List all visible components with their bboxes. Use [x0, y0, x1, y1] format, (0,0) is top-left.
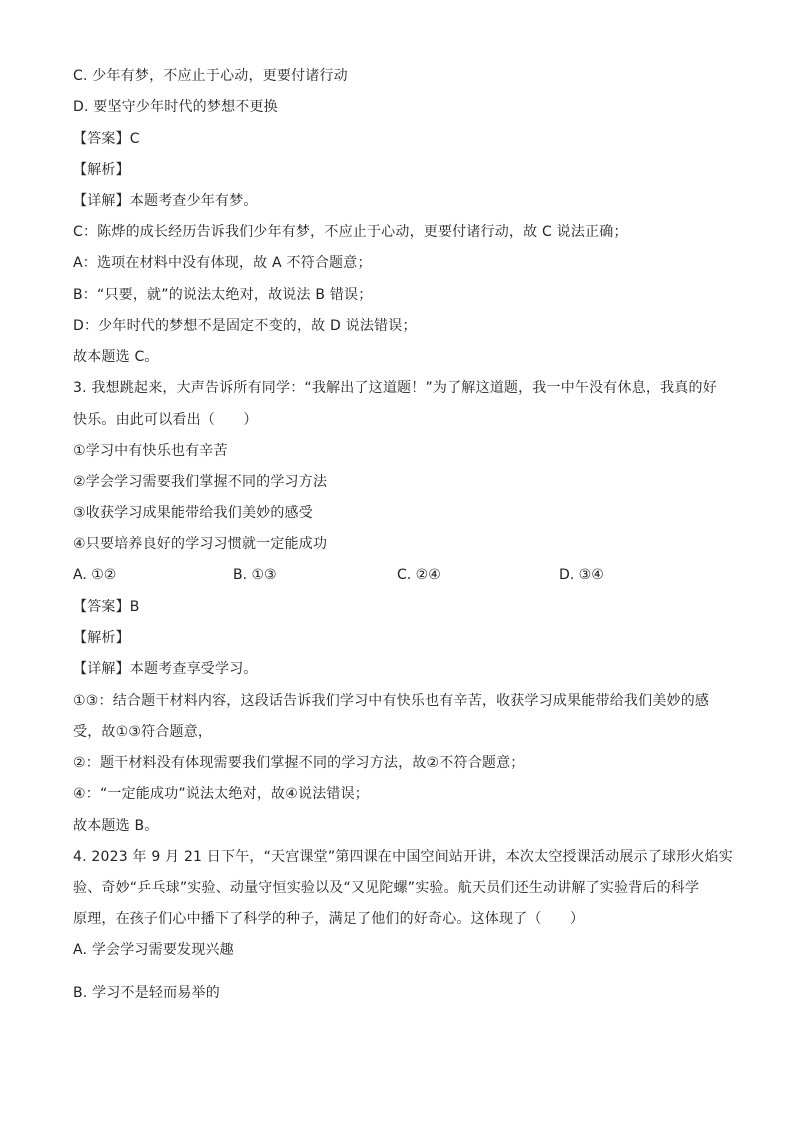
statement-item: ③收获学习成果能带给我们美妙的感受 [73, 505, 313, 521]
question-3-options [73, 565, 733, 585]
explanation-line: ②：题干材料没有体现需要我们掌握不同的学习方法，故②不符合题意； [73, 755, 525, 771]
option-b: B. ①③ [233, 567, 277, 583]
explanation-line: 【详解】本题考查少年有梦。 [73, 193, 258, 209]
analysis-heading: 【解析】 [73, 630, 130, 646]
question-3-stem: 快乐。由此可以看出（ ） [73, 412, 258, 428]
question-4-stem: 验、奇妙“乒乓球”实验、动量守恒实验以及“又见陀螺”实验。航天员们还生动讲解了实验背后的科学 [73, 880, 700, 896]
option-c-prev: C. 少年有梦，不应止于心动，更要付诸行动 [73, 68, 348, 84]
option-a: A. 学会学习需要发现兴趣 [73, 942, 234, 958]
explanation-line: D：少年时代的梦想不是固定不变的，故 D 说法错误； [73, 318, 417, 334]
conclusion-line: 故本题选 C。 [73, 349, 159, 365]
explanation-line: B：“只要，就”的说法太绝对，故说法 B 错误； [73, 287, 373, 303]
question-4-stem: 原理，在孩子们心中播下了科学的种子，满足了他们的好奇心。这体现了（ ） [73, 911, 585, 927]
statement-item: ②学会学习需要我们掌握不同的学习方法 [73, 474, 328, 490]
question-4-stem: 4. 2023 年 9 月 21 日下午，“天宫课堂”第四课在中国空间站开讲，本次太空授课活动展示了球形火焰实 [73, 849, 733, 865]
statement-item: ④只要培养良好的学习习惯就一定能成功 [73, 536, 328, 552]
explanation-line: 受，故①③符合题意， [73, 724, 213, 740]
conclusion-line: 故本题选 B。 [73, 818, 159, 834]
analysis-heading: 【解析】 [73, 162, 130, 178]
explanation-line: C：陈烨的成长经历告诉我们少年有梦，不应止于心动，更要付诸行动，故 C 说法正确； [73, 224, 628, 240]
option-c: C. ②④ [397, 567, 441, 583]
answer-line: 【答案】B [73, 599, 140, 615]
explanation-line: ①③：结合题干材料内容，这段话告诉我们学习中有快乐也有辛苦，收获学习成果能带给我们美妙的感 [73, 693, 710, 709]
option-a: A. ①② [73, 567, 117, 583]
option-d: D. ③④ [559, 567, 604, 583]
explanation-line: 【详解】本题考查享受学习。 [73, 661, 258, 677]
answer-line: 【答案】C [73, 131, 140, 147]
option-b: B. 学习不是轻而易举的 [73, 985, 220, 1001]
explanation-line: A：选项在材料中没有体现，故 A 不符合题意； [73, 255, 372, 271]
question-3-stem: 3. 我想跳起来，大声告诉所有同学：“我解出了这道题！”为了解这道题，我一中午没有休息，我真的好 [73, 380, 717, 396]
option-d-prev: D. 要坚守少年时代的梦想不更换 [73, 99, 278, 115]
explanation-line: ④：“一定能成功”说法太绝对，故④说法错误； [73, 786, 370, 802]
statement-item: ①学习中有快乐也有辛苦 [73, 443, 228, 459]
